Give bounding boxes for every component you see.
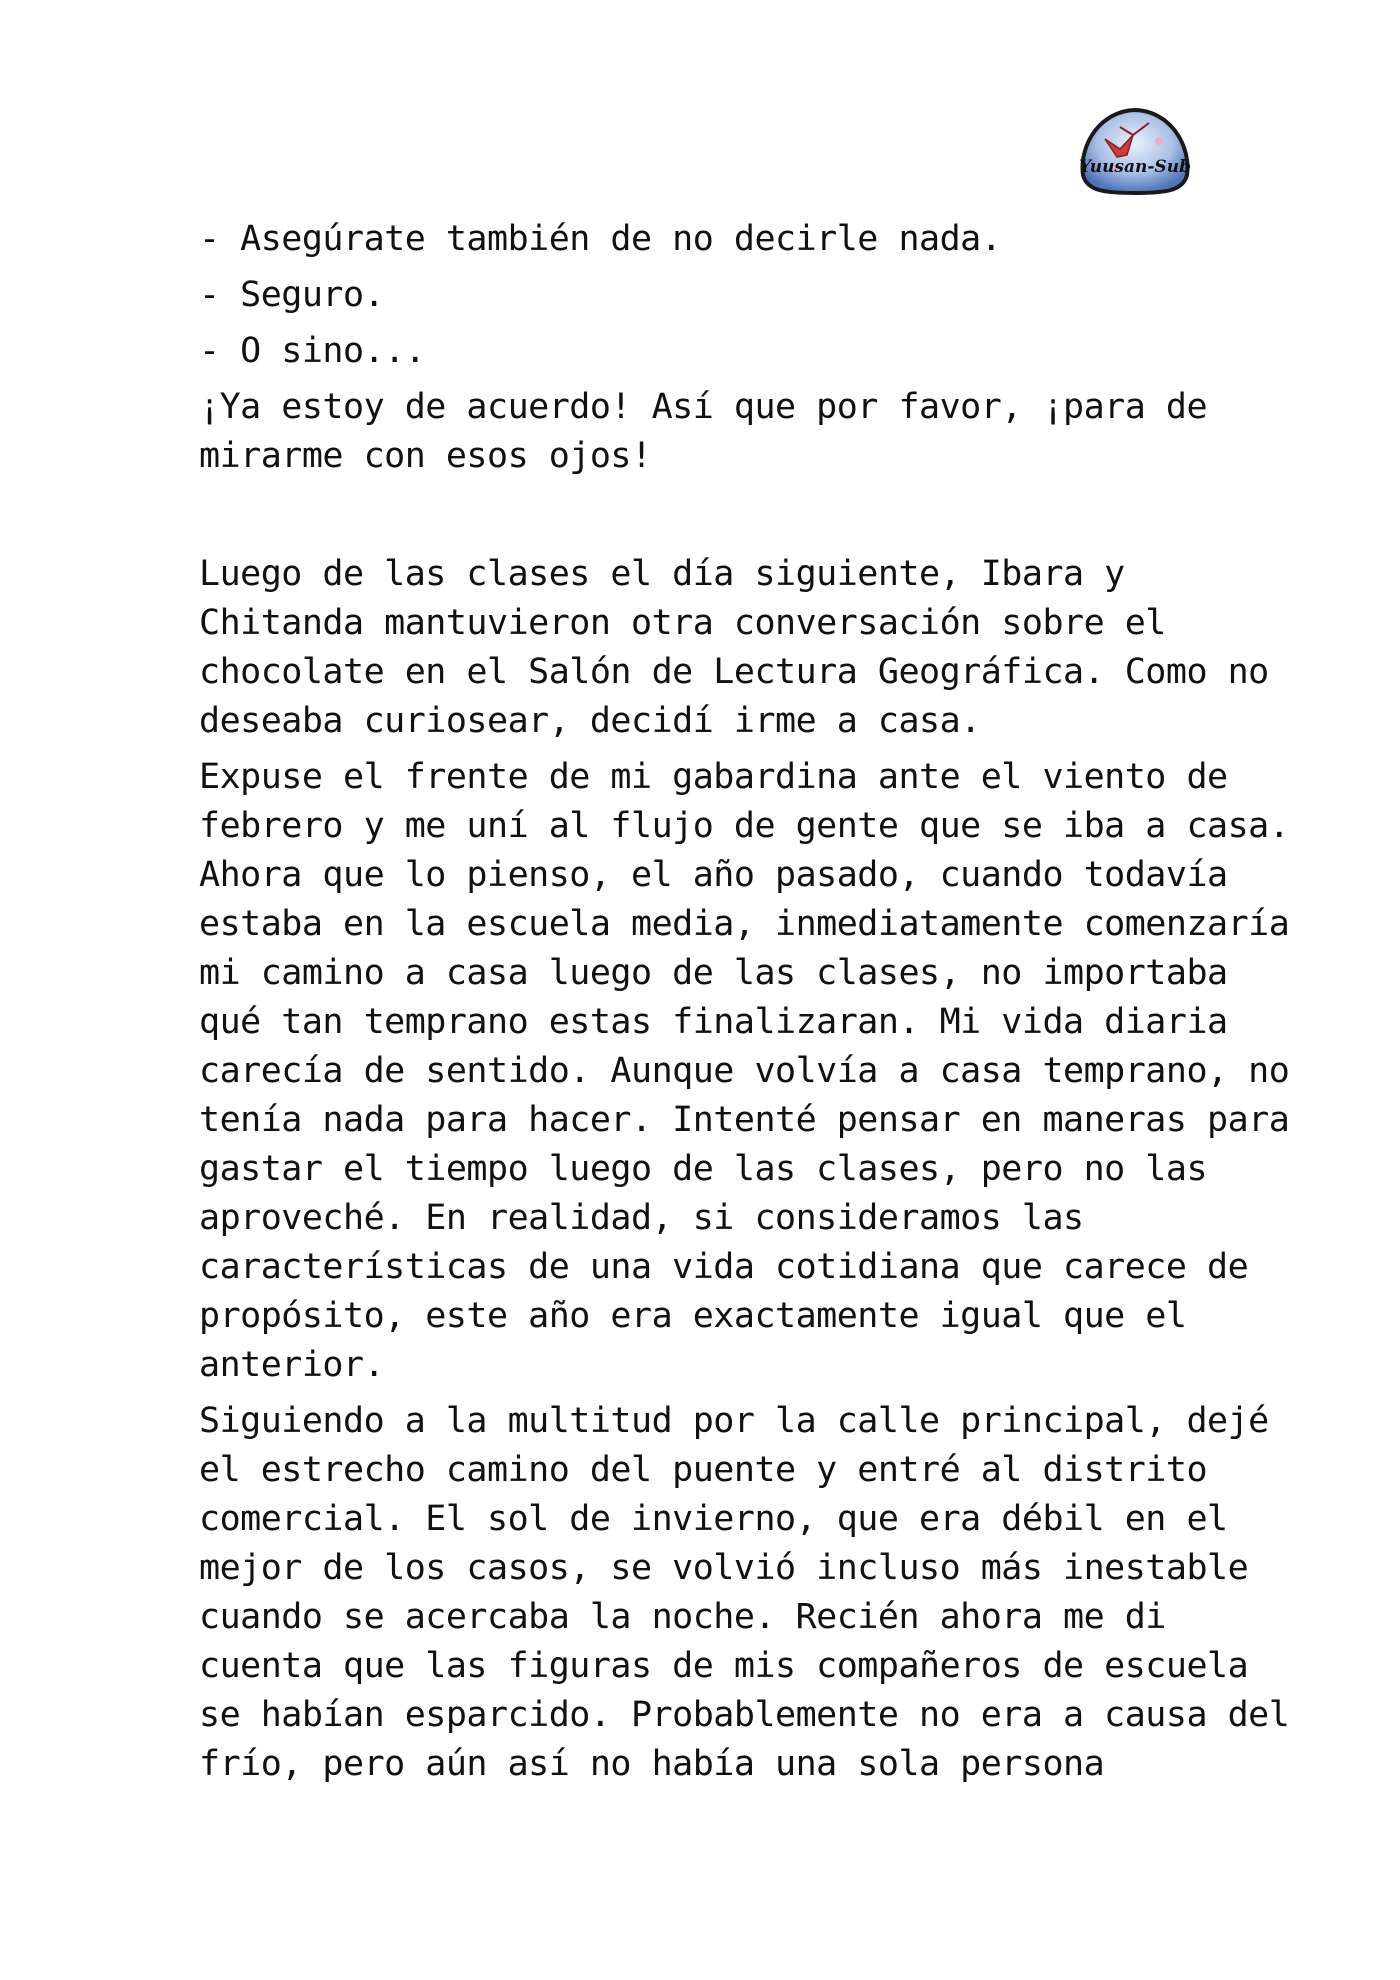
text-line: cuenta que las figuras de mis compañeros de escuela (199, 1646, 1249, 1686)
text-line: Luego de las clases el día siguiente, Ibara y (199, 554, 1125, 594)
text-line: - Asegúrate también de no decirle nada. (199, 219, 1002, 259)
text-line: ¡Ya estoy de acuerdo! Así que por favor, ¡para de (199, 387, 1208, 427)
text-line: se habían esparcido. Probablemente no era a causa del (199, 1695, 1290, 1735)
bird-icon (1075, 105, 1195, 197)
logo-text: Yuusan-Sub (1079, 157, 1191, 177)
text-line: gastar el tiempo luego de las clases, pero no las (199, 1149, 1208, 1189)
paragraph (199, 1397, 1290, 1789)
text-line: mejor de los casos, se volvió incluso más inestable (199, 1548, 1249, 1588)
paragraph (199, 271, 1239, 320)
text-line: aproveché. En realidad, si consideramos las (199, 1198, 1084, 1238)
text-line: febrero y me uní al flujo de gente que se iba a casa. (199, 806, 1290, 846)
text-line: frío, pero aún así no había una sola persona (199, 1744, 1105, 1784)
text-line: deseaba curiosear, decidí irme a casa. (199, 701, 981, 741)
text-line: cuando se acercaba la noche. Recién ahora me di (199, 1597, 1166, 1637)
text-line: el estrecho camino del puente y entré al distrito (199, 1450, 1208, 1490)
paragraph (199, 550, 1269, 746)
paragraph-gap (199, 488, 1239, 550)
text-line: tenía nada para hacer. Intenté pensar en maneras para (199, 1100, 1290, 1140)
text-line: - O sino... (199, 331, 426, 371)
text-line: Ahora que lo pienso, el año pasado, cuando todavía (199, 855, 1228, 895)
text-line: qué tan temprano estas finalizaran. Mi vida diaria (199, 1002, 1228, 1042)
text-line: propósito, este año era exactamente igual que el (199, 1296, 1187, 1336)
text-line: chocolate en el Salón de Lectura Geográfica. Como no (199, 652, 1269, 692)
text-line: Expuse el frente de mi gabardina ante el viento de (199, 757, 1228, 797)
text-line: mirarme con esos ojos! (199, 436, 652, 476)
text-line: carecía de sentido. Aunque volvía a casa temprano, no (199, 1051, 1290, 1091)
text-line: características de una vida cotidiana que carece de (199, 1247, 1249, 1287)
yuusan-sub-logo (1075, 105, 1195, 197)
text-line: Siguiendo a la multitud por la calle principal, dejé (199, 1401, 1269, 1441)
text-line: mi camino a casa luego de las clases, no importaba (199, 953, 1228, 993)
text-line: estaba en la escuela media, inmediatamente comenzaría (199, 904, 1290, 944)
text-line: anterior. (199, 1345, 385, 1385)
paragraph (199, 753, 1290, 1390)
text-line: - Seguro. (199, 275, 385, 315)
paragraph (199, 215, 1239, 264)
text-line: Chitanda mantuvieron otra conversación sobre el (199, 603, 1166, 643)
page-text (199, 215, 1290, 1796)
text-line: comercial. El sol de invierno, que era débil en el (199, 1499, 1228, 1539)
paragraph (199, 327, 1239, 376)
paragraph (199, 383, 1239, 481)
